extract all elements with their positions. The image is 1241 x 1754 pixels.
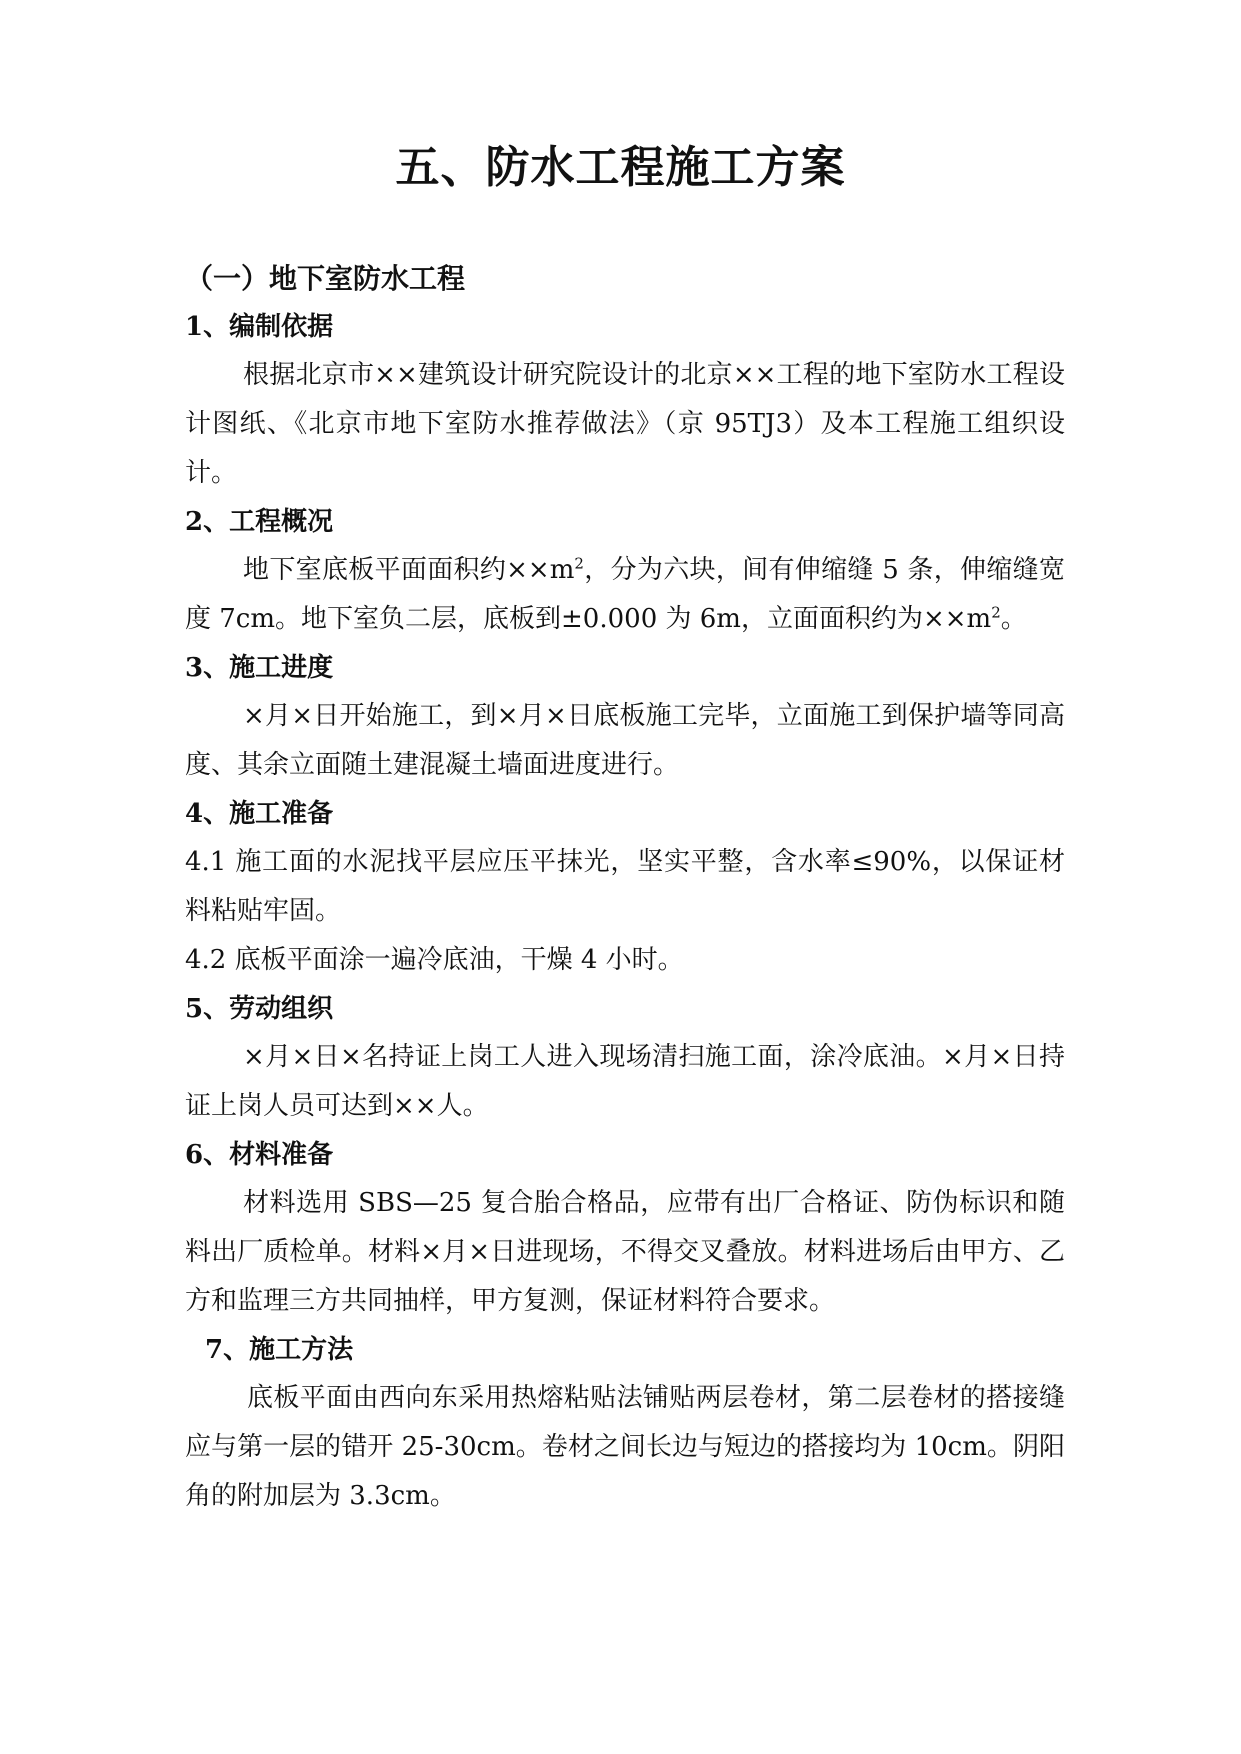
superscript-2: 2 (991, 603, 1001, 622)
document-body (185, 255, 1065, 1521)
paragraph-material-preparation: 材料选用 SBS—25 复合胎合格品，应带有出厂合格证、防伪标识和随料出厂质检单。材料×月×日进现场，不得交叉叠放。材料进场后由甲方、乙方和监理三方共同抽样，甲方复测，保证材料符合要求。 (185, 1188, 1065, 1316)
heading-project-overview: 2、工程概况 (185, 507, 334, 537)
paragraph-preparation-item-2: 4.2 底板平面涂一遍冷底油，干燥 4 小时。 (185, 945, 684, 975)
paragraph-preparation-item-1: 4.1 施工面的水泥找平层应压平抹光，坚实平整，含水率≤90%，以保证材料粘贴牢固。 (185, 847, 1065, 926)
heading-compilation-basis: 1、编制依据 (185, 312, 334, 342)
paragraph-project-overview (185, 546, 1065, 644)
heading-construction-method: 7、施工方法 (205, 1335, 354, 1365)
superscript-2: 2 (574, 554, 584, 573)
heading-construction-preparation: 4、施工准备 (185, 799, 334, 829)
paragraph-compilation-basis: 根据北京市××建筑设计研究院设计的北京××工程的地下室防水工程设计图纸、《北京市地下室防水推荐做法》（京 95TJ3）及本工程施工组织设计。 (185, 360, 1065, 488)
overview-text-c: 。 (1000, 604, 1027, 634)
overview-text-a: 地下室底板平面面积约××m (243, 555, 575, 585)
heading-labor-organization: 5、劳动组织 (185, 994, 334, 1024)
paragraph-construction-schedule: ×月×日开始施工，到×月×日底板施工完毕，立面施工到保护墙等同高度、其余立面随土建混凝土墙面进度进行。 (185, 701, 1065, 780)
paragraph-labor-organization: ×月×日×名持证上岗工人进入现场清扫施工面，涂冷底油。×月×日持证上岗人员可达到××人。 (185, 1042, 1065, 1121)
overview-text-b: ，分为六块，间有伸缩缝 5 条，伸缩缝宽度 7cm。地下室负二层，底板到±0.000 为 6m，立面面积约为××m (185, 555, 1065, 634)
heading-construction-schedule: 3、施工进度 (185, 653, 334, 683)
heading-material-preparation: 6、材料准备 (185, 1140, 334, 1170)
document-title: 五、防水工程施工方案 (395, 142, 846, 193)
section-heading: （一）地下室防水工程 (185, 262, 466, 295)
paragraph-construction-method: 底板平面由西向东采用热熔粘贴法铺贴两层卷材，第二层卷材的搭接缝应与第一层的错开 25-30cm。卷材之间长边与短边的搭接均为 10cm。阴阳角的附加层为 3.3cm。 (185, 1383, 1065, 1511)
